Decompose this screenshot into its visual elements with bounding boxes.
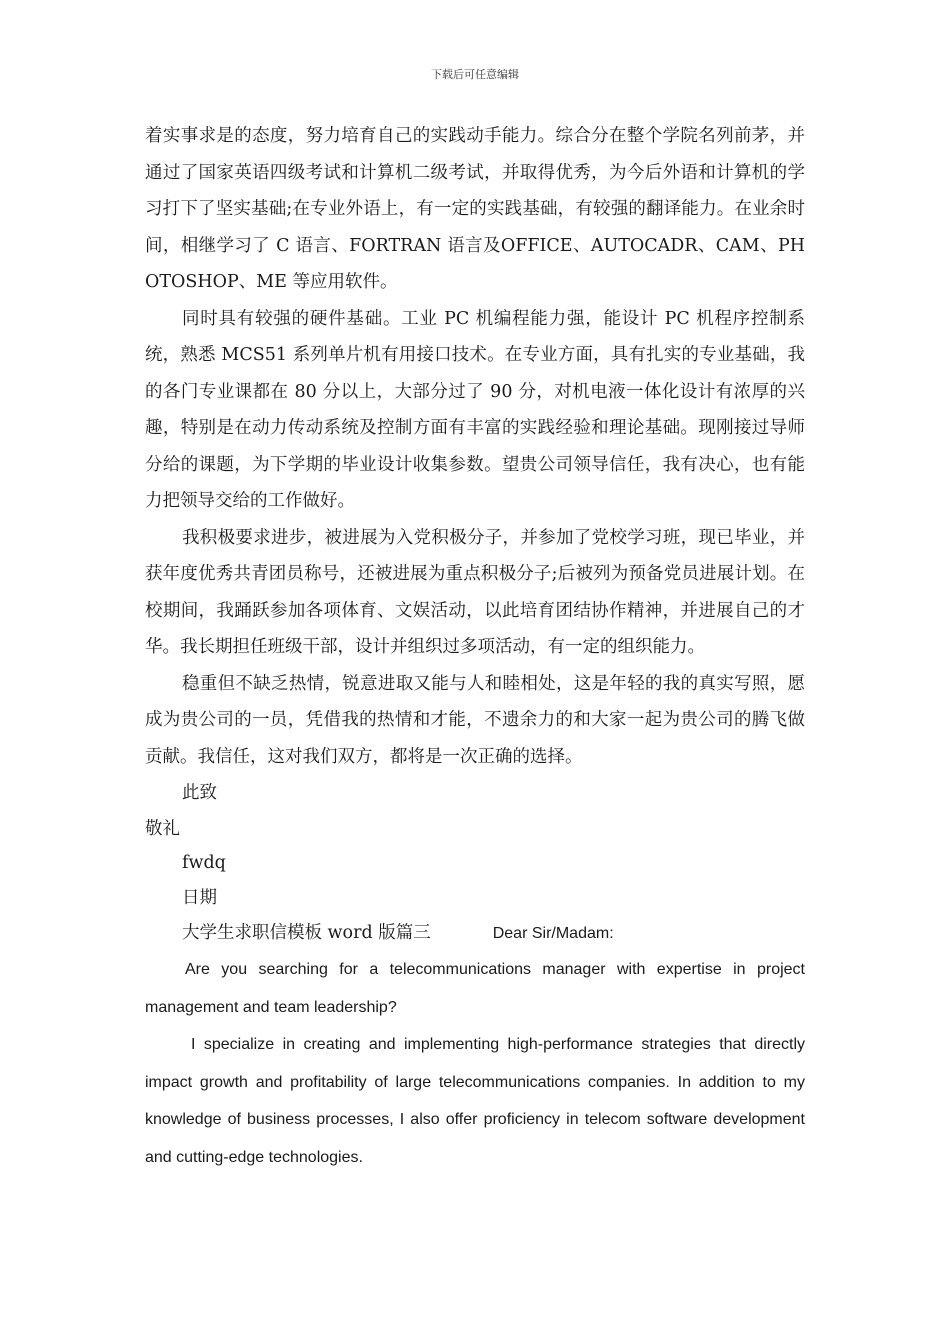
paragraph-4: 稳重但不缺乏热情，锐意进取又能与人和睦相处，这是年轻的我的真实写照，愿成为贵公司的一员，凭借我的热情和才能，不遗余力的和大家一起为贵公司的腾飞做贡献。我信任，这对我们双方，都将是一次正确的选择。 (145, 673, 805, 767)
paragraph-3: 我积极要求进步，被进展为入党积极分子，并参加了党校学习班，现已毕业，并获年度优秀共青团员称号，还被进展为重点积极分子;后被列为预备党员进展计划。在校期间，我踊跃参加各项体育、文娱活动，以此培育团结协作精神，并进展自己的才华。我长期担任班级干部，设计并组织过多项活动，有一定的组织能力。 (145, 527, 805, 657)
closing-regards: 敬礼 (145, 818, 180, 839)
english-paragraph-2: I specialize in creating and implementing high-performance strategies that directly impact growth and profitability of large telecommunications companies. In addition to my knowledge of business processes, I also offer proficiency in telecom software development and cutting-edge technologies. (145, 1036, 805, 1166)
document-body (145, 118, 805, 1176)
page-header: 下载后可任意编辑 (431, 68, 519, 81)
signature: fwdq (182, 852, 226, 873)
closing-greeting: 此致 (182, 783, 217, 803)
date-line: 日期 (182, 887, 217, 908)
paragraph-1: 着实事求是的态度，努力培育自己的实践动手能力。综合分在整个学院名列前茅，并通过了国家英语四级考试和计算机二级考试，并取得优秀，为今后外语和计算机的学习打下了坚实基础;在专业外语上，有一定的实践基础，有较强的翻译能力。在业余时间，相继学习了 C 语言、FORTRAN 语言及OFFICE、AUTOCADR、CAM、PHOTOSHOP、ME 等应用软件。 (145, 126, 805, 292)
paragraph-2: 同时具有较强的硬件基础。工业 PC 机编程能力强，能设计 PC 机程序控制系统，熟悉 MCS51 系列单片机有用接口技术。在专业方面，具有扎实的专业基础，我的各门专业课都在 80 分以上，大部分过了 90 分，对机电液一体化设计有浓厚的兴趣，特别是在动力传动系统及控制方面有丰富的实践经验和理论基础。现刚接过导师分给的课题，为下学期的毕业设计收集参数。望贵公司领导信任，我有决心，也有能力把领导交给的工作做好。 (145, 308, 805, 511)
letter-title: 大学生求职信模板 word 版篇三 (182, 923, 431, 943)
english-paragraph-1: Are you searching for a telecommunications manager with expertise in project management and team leadership? (145, 961, 805, 1016)
salutation: Dear Sir/Madam: (492, 925, 614, 942)
letter-title-line (145, 916, 805, 951)
